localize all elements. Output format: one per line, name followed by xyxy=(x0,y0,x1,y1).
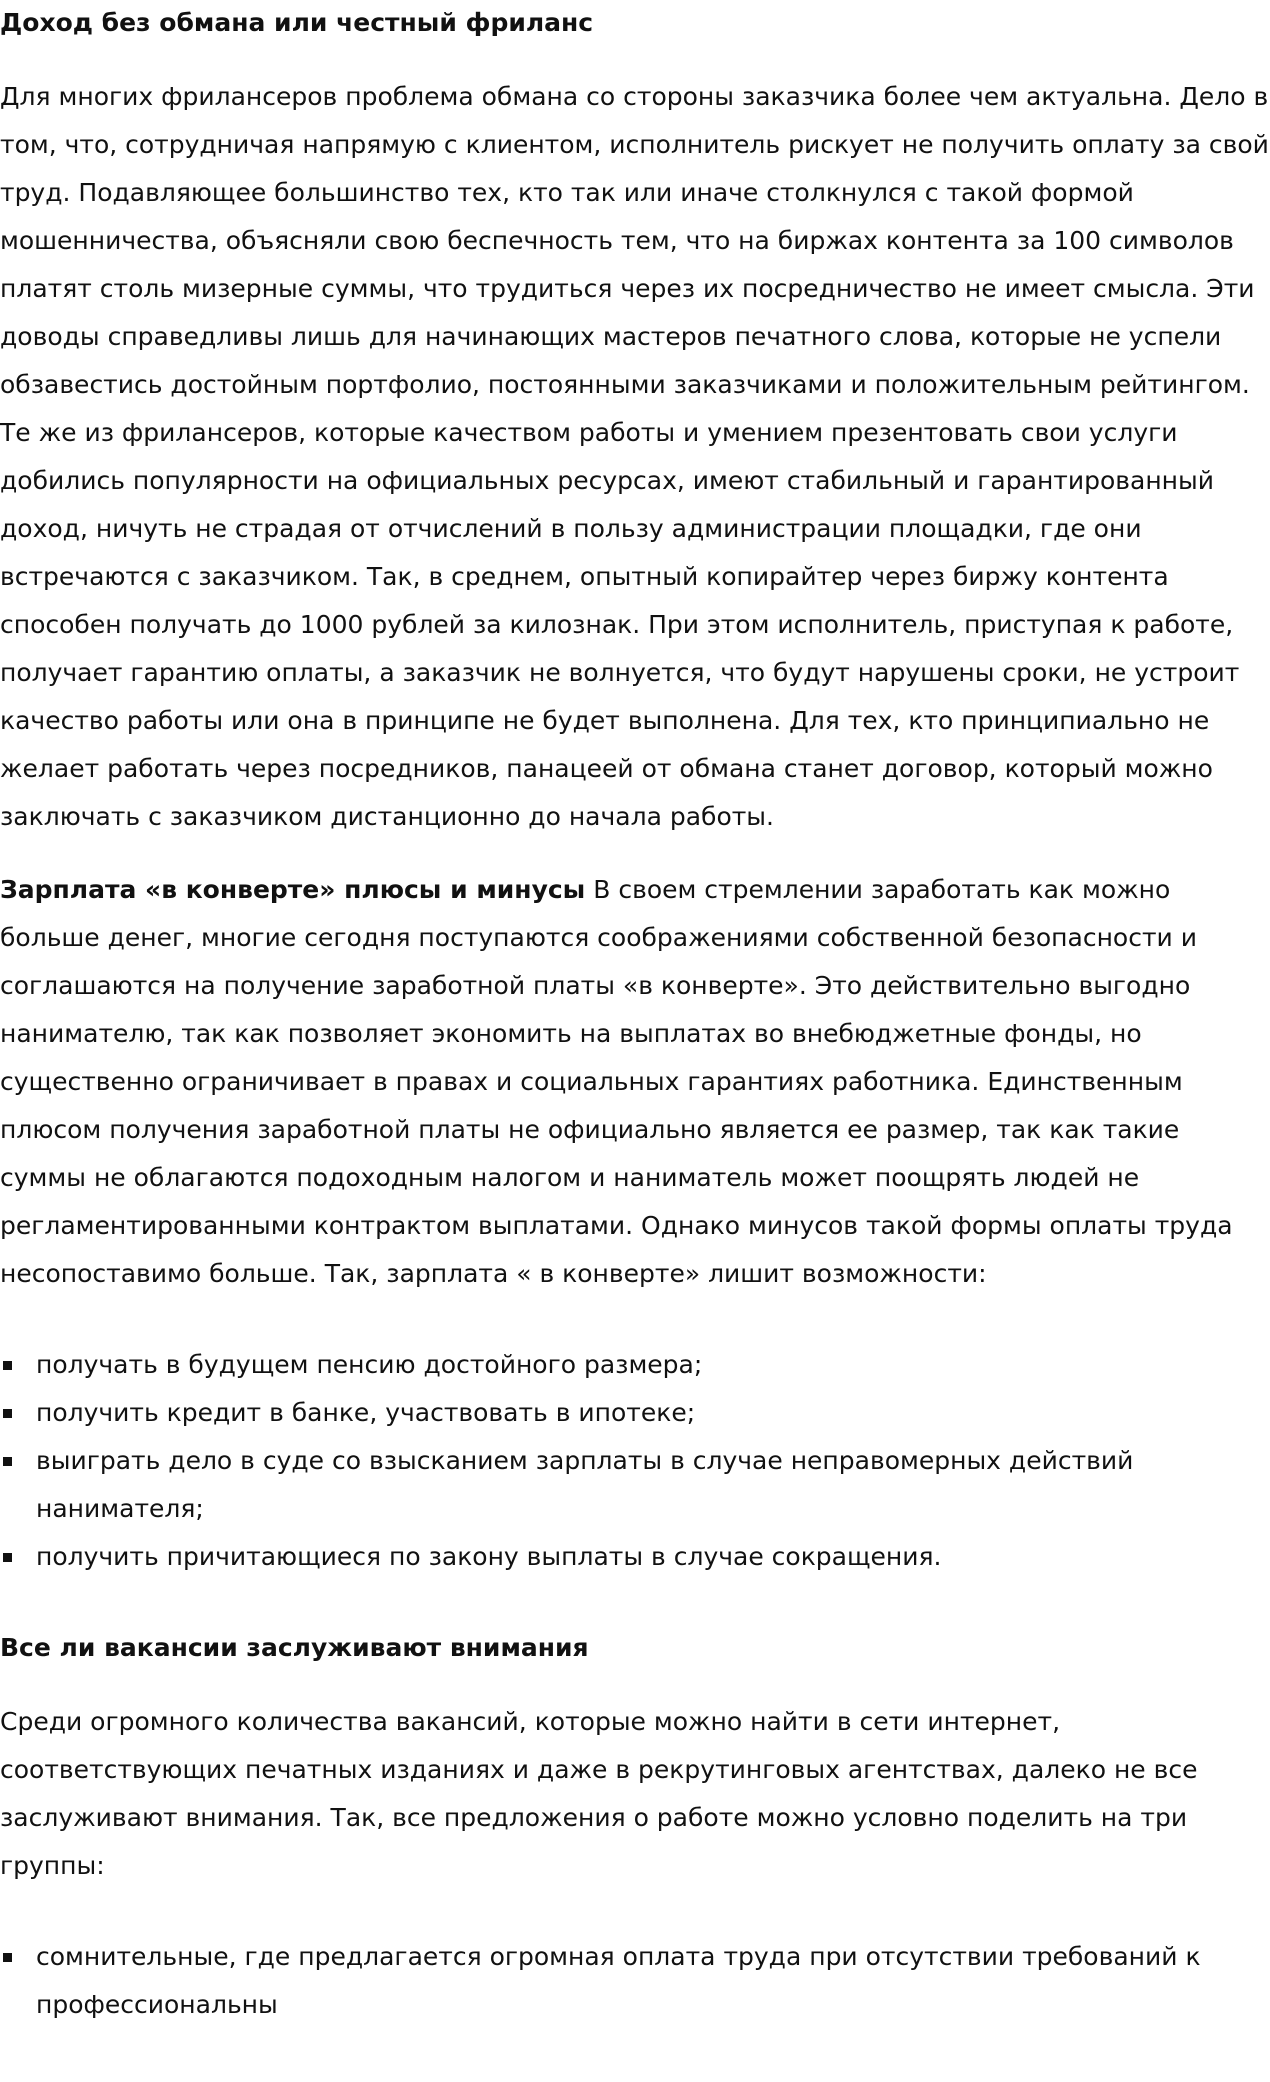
list-item-text: получить кредит в банке, участвовать в ипотеке; xyxy=(36,1398,696,1427)
list-item xyxy=(0,1341,1270,1389)
list-item xyxy=(0,1389,1270,1437)
list-item xyxy=(0,1437,1270,1533)
envelope-list xyxy=(0,1341,1270,1581)
list-item xyxy=(0,1933,1270,2029)
article-title: Доход без обмана или честный фриланс xyxy=(0,8,594,37)
envelope-text: В своем стремлении заработать как можно больше денег, многие сегодня поступаются соображениями собственной безопасности и соглашаются на получение заработной платы «в конверте». Это действительно выгодно нанимателю, так как позволяет экономить на выплатах во внебюджетные фонды, но существенно ограничивает в правах и социальных гарантиях работника. Единственным плюсом получения заработной платы не официально является ее размер, так как такие суммы не облагаются подоходным налогом и наниматель может поощрять людей не регламентированными контрактом выплатами. Однако минусов такой формы оплаты труда несопоставимо больше. Так, зарплата « в конверте» лишит возможности: xyxy=(0,875,1233,1288)
list-item-text: выиграть дело в суде со взысканием зарплаты в случае неправомерных действий нанимателя; xyxy=(36,1446,1134,1523)
bullet-icon xyxy=(3,1361,12,1370)
bullet-icon xyxy=(3,1953,12,1962)
vacancies-paragraph: Среди огромного количества вакансий, которые можно найти в сети интернет, соответствующих печатных изданиях и даже в рекрутинговых агентствах, далеко не все заслуживают внимания. Так, все предложения о работе можно условно поделить на три группы: xyxy=(0,1707,1198,1880)
envelope-lead: Зарплата «в конверте» плюсы и минусы xyxy=(0,875,586,904)
bullet-icon xyxy=(3,1409,12,1418)
bullet-icon xyxy=(3,1553,12,1562)
intro-paragraph: Для многих фрилансеров проблема обмана со стороны заказчика более чем актуальна. Дело в том, что, сотрудничая напрямую с клиентом, исполнитель рискует не получить оплату за свой труд. Подавляющее большинство тех, кто так или иначе столкнулся с такой формой мошенничества, объясняли свою беспечность тем, что на биржах контента за 100 символов платят столь мизерные суммы, что трудиться через их посредничество не имеет смысла. Эти доводы справедливы лишь для начинающих мастеров печатного слова, которые не успели обзавестись достойным портфолио, постоянными заказчиками и положительным рейтингом. Те же из фрилансеров, которые качеством работы и умением презентовать свои услуги добились популярности на официальных ресурсах, имеют стабильный и гарантированный доход, ничуть не страдая от отчислений в пользу администрации площадки, где они встречаются с заказчиком. Так, в среднем, опытный копирайтер через биржу контента способен получать до 1000 рублей за килознак. При этом исполнитель, приступая к работе, получает гарантию оплаты, а заказчик не волнуется, что будут нарушены сроки, не устроит качество работы или она в принципе не будет выполнена. Для тех, кто принципиально не желает работать через посредников, панацеей от обмана станет договор, который можно заключать с заказчиком дистанционно до начала работы. xyxy=(0,82,1269,831)
envelope-paragraph xyxy=(0,866,1270,1298)
list-item-text: получить причитающиеся по закону выплаты в случае сокращения. xyxy=(36,1542,942,1571)
list-item-text: сомнительные, где предлагается огромная оплата труда при отсутствии требований к профессиональны xyxy=(36,1942,1201,2019)
vacancies-list xyxy=(0,1933,1270,2029)
vacancies-heading: Все ли вакансии заслуживают внимания xyxy=(0,1633,589,1662)
bullet-icon xyxy=(3,1457,12,1466)
list-item-text: получать в будущем пенсию достойного размера; xyxy=(36,1350,703,1379)
list-item xyxy=(0,1533,1270,1581)
